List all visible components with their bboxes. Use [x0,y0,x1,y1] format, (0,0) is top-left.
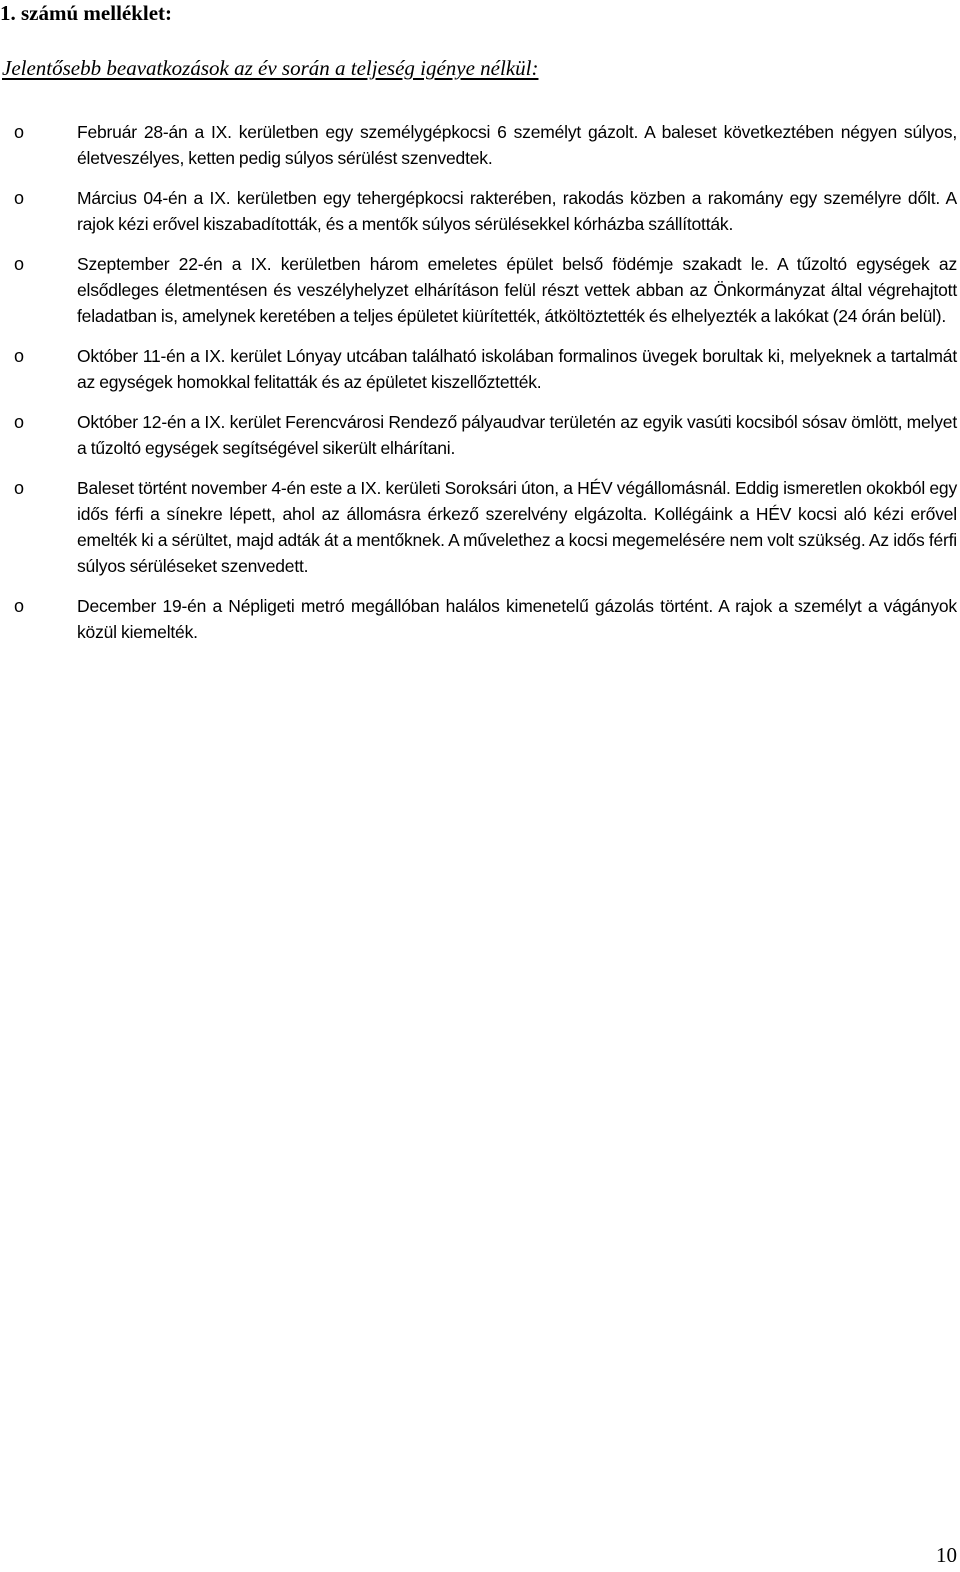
list-item-text: Október 11-én a IX. kerület Lónyay utcában található iskolában formalinos üvegek borultak ki, melyeknek a tartalmát az egységek homokkal felitatták és az épületet kiszellőztették. [77,346,957,392]
list-item-text: Február 28-án a IX. kerületben egy személygépkocsi 6 személyt gázolt. A baleset következtében négyen súlyos, életveszélyes, ketten pedig súlyos sérülést szenvedtek. [77,122,957,168]
page-number: 10 [936,1543,957,1567]
list-item [0,409,957,461]
list-item [0,475,957,579]
bullet-icon: o [14,346,25,366]
bullet-icon: o [14,412,25,432]
bullet-icon: o [14,188,25,208]
list-item [0,593,957,645]
list-item [0,251,957,329]
list-item [0,343,957,395]
bullet-icon: o [14,254,25,274]
list-item [0,119,957,171]
page-heading: 1. számú melléklet: [0,1,173,25]
incident-list [0,119,957,659]
list-item-text: Szeptember 22-én a IX. kerületben három emeletes épület belső födémje szakadt le. A tűzoltó egységek az elsődleges életmentésen és veszélyhelyzet elhárításon felül részt vettek abban az Önkormányzat által végrehajtott feladatban is, amelynek keretében a teljes épületet kiürítették, átköltöztették és elhelyezték a lakókat (24 órán belül). [77,254,957,326]
list-item-text: Baleset történt november 4-én este a IX. kerületi Soroksári úton, a HÉV végállomásnál. Eddig ismeretlen okokból egy idős férfi a sínekre lépett, ahol az állomásra érkező szerelvény elgázolta. Kollégáink a HÉV kocsi aló kézi erővel emelték ki a sérültet, majd adták át a mentőknek. A művelethez a kocsi megemelésére nem volt szükség. Az idős férfi súlyos sérüléseket szenvedett. [77,478,957,576]
list-item-text: December 19-én a Népligeti metró megállóban halálos kimenetelű gázolás történt. A rajok a személyt a vágányok közül kiemelték. [77,596,957,642]
bullet-icon: o [14,122,25,142]
bullet-icon: o [14,596,25,616]
section-subheading: Jelentősebb beavatkozások az év során a teljeség igénye nélkül: [2,56,539,80]
list-item [0,185,957,237]
list-item-text: Október 12-én a IX. kerület Ferencvárosi Rendező pályaudvar területén az egyik vasúti kocsiból sósav ömlött, melyet a tűzoltó egységek segítségével sikerült elhárítani. [77,412,957,458]
list-item-text: Március 04-én a IX. kerületben egy tehergépkocsi rakterében, rakodás közben a rakomány egy személyre dőlt. A rajok kézi erővel kiszabadították, és a mentők súlyos sérülésekkel kórházba szállították. [77,188,957,234]
bullet-icon: o [14,478,25,498]
